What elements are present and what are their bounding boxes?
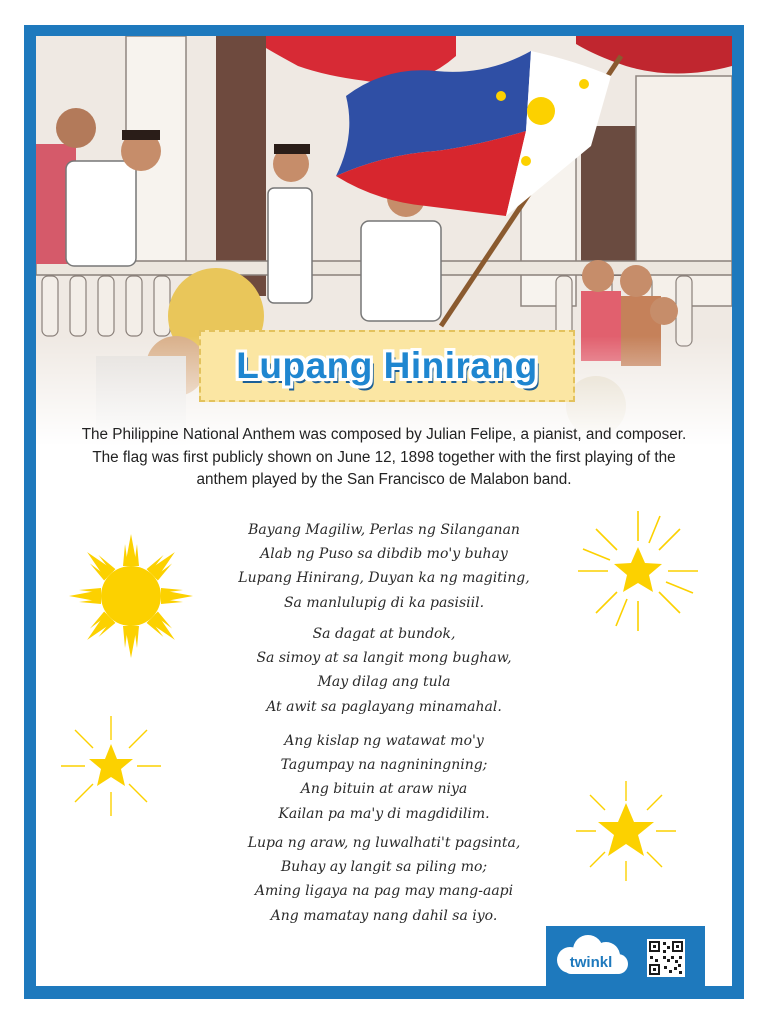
sparkle-star-icon	[571, 776, 681, 886]
sparkle-star-icon	[56, 711, 166, 821]
lyric-line: Ang bituin at araw niya	[300, 781, 468, 798]
lyric-line: Tagumpay na nagniningning;	[280, 757, 488, 774]
lyric-line: Kailan pa ma'y di magdidilim.	[278, 805, 490, 822]
lyric-line: Buhay ay langit sa piling mo;	[280, 859, 488, 876]
twinkl-logo	[546, 926, 705, 986]
person-man-standing	[268, 144, 312, 303]
lyric-line: Alab ng Puso sa dibdib mo'y buhay	[260, 546, 508, 563]
lyric-line: May dilag ang tula	[317, 674, 451, 691]
lyric-line: Ang mamatay nang dahil sa iyo.	[270, 907, 498, 924]
twinkl-logo-text: twinkl	[569, 954, 613, 971]
lyric-line: Sa manlulupig di ka pasisiil.	[283, 594, 485, 611]
intro-paragraph: The Philippine National Anthem was composed by Julian Felipe, a pianist, and composer. The flag was first publicly shown on June 12, 1898 together with the first playing of the anthem played by the San Francisco de Malabon band.	[81, 426, 687, 488]
page-title: Lupang Hinirang	[236, 345, 538, 386]
poster	[36, 36, 732, 986]
stanza-3	[206, 729, 562, 826]
stanza-2	[206, 622, 562, 719]
lyric-line: Aming ligaya na pag may mang-aapi	[254, 883, 514, 900]
stanza-4	[206, 831, 562, 928]
lyric-line: Lupang Hinirang, Duyan ka ng magiting,	[238, 570, 530, 587]
lyric-line: Sa dagat at bundok,	[312, 626, 456, 642]
title-banner	[199, 330, 575, 402]
doorway-left	[216, 36, 266, 296]
footer-badge	[546, 926, 705, 986]
lyric-line: Lupa ng araw, ng luwalhati't pagsinta,	[247, 835, 521, 851]
sun-icon	[68, 533, 194, 659]
lyric-line: Bayang Magiliw, Perlas ng Silanganan	[248, 522, 520, 538]
stanza-1	[206, 518, 562, 615]
lyric-line: At awit sa paglayang minamahal.	[266, 698, 502, 715]
lyric-line: Ang kislap ng watawat mo'y	[284, 733, 484, 749]
lyric-line: Sa simoy at sa langit mong bughaw,	[256, 650, 512, 667]
sparkle-star-icon	[573, 506, 703, 636]
